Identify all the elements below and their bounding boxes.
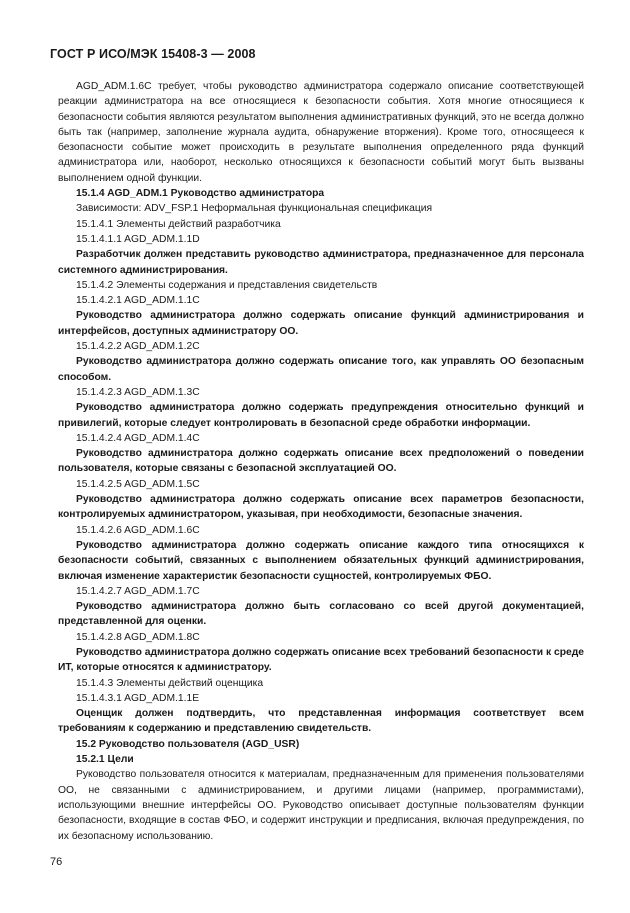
section-heading: 15.2.1 Цели xyxy=(76,754,134,766)
page-number: 76 xyxy=(50,856,63,868)
element-id: 15.1.4.2.8 AGD_ADM.1.8C xyxy=(76,631,200,643)
paragraph: Руководство пользователя относится к материалам, предназначенным для применения пользователями ОО, не связанными с администрированием, и другими лицами (например, программистами), использующими внешние интерфейсы ОО. Руководство описывает доступные пользователям функции безопасности, входящие в состав ФБО, и содержит инструкции и предписания, включая предупреждения, по их безопасному использованию. xyxy=(58,769,584,842)
element-id: 15.1.4.2.7 AGD_ADM.1.7C xyxy=(76,585,200,597)
element-id: 15.1.4.1.1 AGD_ADM.1.1D xyxy=(76,233,200,245)
paragraph: AGD_ADM.1.6C требует, чтобы руководство администратора содержало описание соответствующей реакции администратора на все относящиеся к безопасности события. Хотя многие относящиеся к безопасности события являются результатом выполнения административных функций, это не всегда должно быть так (например, заполнение журнала аудита, обнаружение вторжения). Кроме того, относящееся к безопасности событие может происходить в результате выполнения определенного ряда функций администратора или, наоборот, несколько относящихся к безопасности событий могут быть вызваны выполнением одной функции. xyxy=(58,81,584,184)
requirement-text: Руководство администратора должно содержать описание всех требований безопасности к среде ИТ, которые относятся к администратору. xyxy=(58,646,584,674)
requirement-text: Руководство администратора должно содержать предупреждения относительно функций и привилегий, которые следует контролировать в безопасной среде обработки информации. xyxy=(58,402,584,429)
requirement-text: Руководство администратора должно содержать описание каждого типа относящихся к безопасности событий, связанных с выполнением обязательных функций администрирования, включая изменение характеристик безопасности сущностей, контролируемых ФБО. xyxy=(58,539,584,582)
element-id: 15.1.4.2.1 AGD_ADM.1.1C xyxy=(76,295,200,307)
element-id: 15.1.4.2.5 AGD_ADM.1.5C xyxy=(76,478,200,490)
requirement-text: Оценщик должен подтвердить, что представленная информация соответствует всем требованиям к содержанию и представлению свидетельств. xyxy=(58,708,584,735)
subsection-heading: 15.1.4.3 Элементы действий оценщика xyxy=(76,677,264,689)
requirement-text: Руководство администратора должно содержать описание того, как управлять ОО безопасным способом. xyxy=(58,356,584,383)
element-id: 15.1.4.2.4 AGD_ADM.1.4C xyxy=(76,432,200,444)
page-header: ГОСТ Р ИСО/МЭК 15408-3 — 2008 xyxy=(50,47,256,61)
element-id: 15.1.4.2.6 AGD_ADM.1.6C xyxy=(76,524,200,536)
page-body xyxy=(58,79,584,844)
requirement-text: Руководство администратора должно содержать описание всех параметров безопасности, контролируемых администратором, указывая, при необходимости, безопасные значения. xyxy=(58,494,584,521)
dependency-line: Зависимости: ADV_FSP.1 Неформальная функциональная спецификация xyxy=(76,203,433,215)
requirement-text: Руководство администратора должно содержать описание функций администрирования и интерфейсов, доступных администратору ОО. xyxy=(58,310,584,337)
requirement-text: Руководство администратора должно быть согласовано со всей другой документацией, представленной для оценки. xyxy=(58,601,584,628)
subsection-heading: 15.1.4.2 Элементы содержания и представления свидетельств xyxy=(76,279,378,291)
section-heading: 15.1.4 AGD_ADM.1 Руководство администратора xyxy=(76,188,325,200)
requirement-text: Разработчик должен представить руководство администратора, предназначенное для персонала системного администрирования. xyxy=(58,249,584,276)
section-heading: 15.2 Руководство пользователя (AGD_USR) xyxy=(76,738,300,750)
element-id: 15.1.4.2.3 AGD_ADM.1.3C xyxy=(76,386,200,398)
element-id: 15.1.4.3.1 AGD_ADM.1.1E xyxy=(76,692,200,704)
subsection-heading: 15.1.4.1 Элементы действий разработчика xyxy=(76,218,281,230)
element-id: 15.1.4.2.2 AGD_ADM.1.2C xyxy=(76,341,200,353)
requirement-text: Руководство администратора должно содержать описание всех предположений о поведении пользователя, которые связаны с безопасной эксплуатацией ОО. xyxy=(58,448,584,475)
